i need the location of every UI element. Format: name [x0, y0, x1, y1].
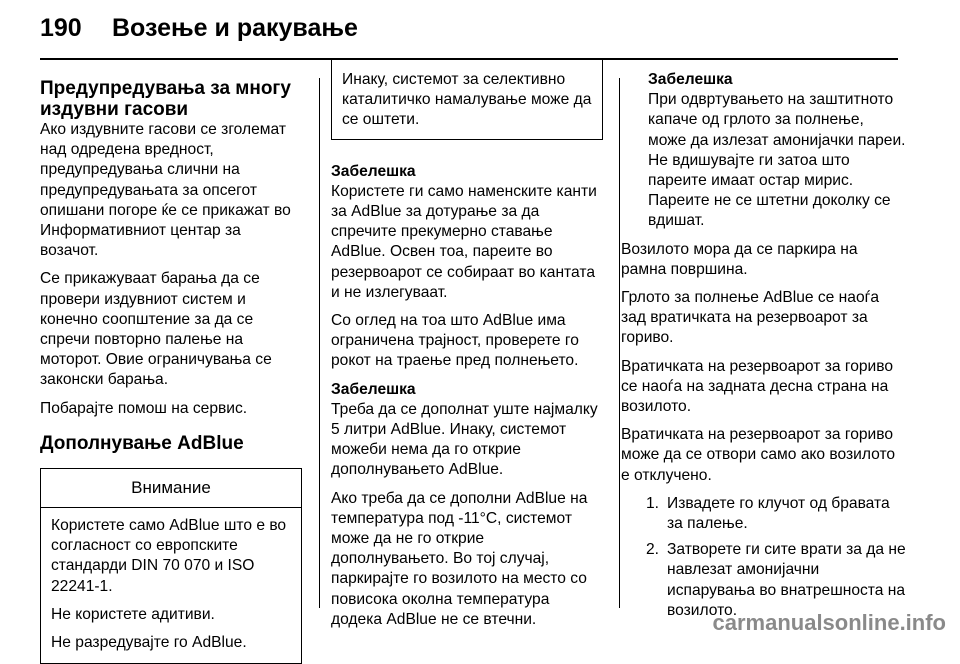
note-3 — [621, 70, 906, 232]
paragraph: Се прикажуваат барања да се провери издувниот систем и конечно соопштение за да се спречи повторно палење на моторот. Овие ограничувања се законски барања. — [40, 270, 272, 389]
paragraph: Возилото мора да се паркира на рамна површина. — [621, 240, 858, 278]
note-heading: Забелешка — [331, 380, 416, 398]
step-number: 1. — [645, 494, 659, 512]
paragraph: Ако издувните гасови се зголемат над одредена вредност, предупредувања слични на предупредувањата за опсегот опишани погоре ќе се прикажат во Информативниот центар за возачот. — [40, 121, 291, 260]
paragraph: Вратичката на резервоарот за гориво може да се отвори само ако возилото е отклучено. — [621, 426, 896, 484]
note-heading: Забелешка — [648, 71, 733, 88]
paragraph: Грлото за полнење AdBlue се наоѓа зад вратичката на резервоарот за гориво. — [621, 289, 880, 347]
list-item — [621, 494, 906, 534]
note-text: Треба да се дополнат уште најмалку 5 литри AdBlue. Инаку, системот можеби нема да го открие дополнувањето AdBlue. — [331, 400, 598, 479]
column-1 — [40, 70, 302, 664]
note-2 — [331, 380, 603, 481]
step-number: 2. — [645, 541, 659, 559]
paragraph: Со оглед на тоа што AdBlue има ограничена трајност, проверете го рокот на траење пред полнењето. — [331, 312, 579, 370]
paragraph: Вратичката на резервоарот за гориво се наоѓа на задната десна страна на возилото. — [621, 357, 894, 416]
column-2 — [331, 70, 603, 638]
warning-text: Користете само AdBlue што е во согласност со европските стандарди DIN 70 070 и ISO 22241-1. — [51, 517, 287, 595]
note-text: При одвртувањето на заштитното капаче од грлото за полнење, може да излезат амонијачки пареи. Не вдишувајте ги затоа што пареите имаат остар мирис. Пареите не се штетни доколку се вдишат. — [648, 91, 906, 230]
watermark: carmanualsonline.info — [712, 610, 946, 635]
column-3 — [621, 70, 906, 627]
page-header — [40, 14, 358, 43]
chapter-title: Возење и ракување — [112, 14, 358, 42]
warning-text: Не разредувајте го AdBlue. — [51, 634, 247, 652]
warning-title: Внимание — [41, 469, 301, 508]
column-divider-2 — [619, 78, 620, 608]
column-divider-1 — [319, 78, 320, 608]
section-heading-refill: Дополнување AdBlue — [40, 432, 244, 454]
section-heading-warnings: Предупредувања за многу издувни гасови — [40, 78, 291, 120]
page-number: 190 — [40, 14, 82, 42]
warning-body — [41, 508, 301, 663]
paragraph: Ако треба да се дополни AdBlue на температура под -11°C, системот може да не го открие дополнувањето. Во тој случај, паркирајте го возилото на место со повисока околна температура додека AdBlue не се втечни. — [331, 489, 588, 628]
steps-list — [621, 494, 906, 621]
warning-text: Не користете адитиви. — [51, 605, 215, 623]
note-1 — [331, 162, 603, 303]
warning-text: Инаку, системот за селективно каталитичко намалување може да се оштети. — [342, 71, 592, 129]
paragraph: Побарајте помош на сервис. — [40, 399, 248, 417]
note-text: Користете ги само наменските канти за AdBlue за дотурање за да спречите прекумерно ставање AdBlue. Освен тоа, пареите во резервоарот се собираат во кантата и не излегуваат. — [331, 182, 597, 301]
warning-box — [40, 468, 302, 664]
step-text: Извадете го клучот од бравата за палење. — [667, 494, 890, 533]
warning-box-continued — [331, 58, 603, 140]
list-item — [621, 540, 906, 621]
note-heading: Забелешка — [331, 162, 416, 180]
step-text: Затворете ги сите врати за да не навлезат амонијачни испарувања во внатрешноста на возилото. — [667, 541, 906, 619]
